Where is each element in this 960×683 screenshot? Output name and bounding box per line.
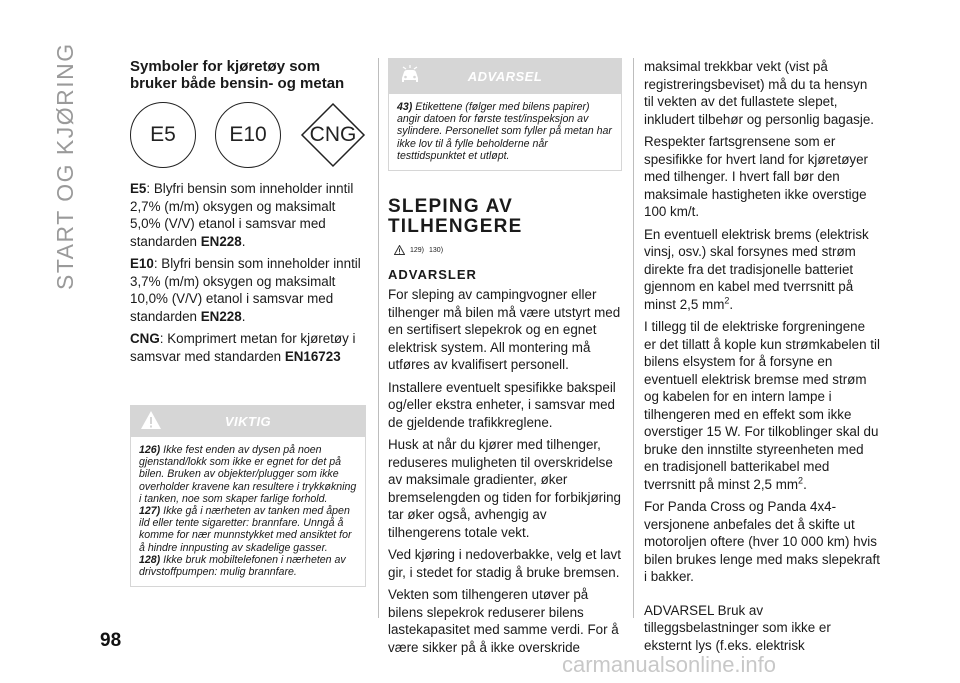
body-paragraph: I tillegg til de elektriske forgreningene er det tillatt å kople kun strømkabelen til bilens elsystem for å forsyne en eventuell elektrisk bremse med strøm og kabelen for en intern lampe i tilhengeren med en effekt som ikke overstiger 15 W. For tilkoblinger skal du bruke den innstilte styreenheten med en tradisjonell batterikabel med tverrsnitt på minst 2,5 $mm^2$. [644, 319, 880, 492]
column-2 [388, 58, 622, 661]
notice-header [388, 58, 622, 94]
body-paragraph: Installere eventuelt spesifikke bakspeil og/eller ekstra enheter, i samsvar med de gjeldende trafikkreglene. [388, 379, 616, 430]
page-number: 98 [100, 630, 122, 651]
body-paragraph: Vekten som tilhengeren utøver på bilens slepekrok reduserer bilens lastekapasitet med samme verdi. For å være sikker på å ikke overskride [388, 587, 619, 655]
warning-references [394, 245, 622, 255]
important-notice [130, 405, 366, 587]
warning-notice [388, 58, 622, 171]
watermark: carmanualsonline.info [562, 652, 777, 677]
section-title: Symboler for kjøretøy som bruker både bensin- og metan [130, 58, 345, 92]
warning-triangle-icon [140, 410, 162, 430]
warning-triangle-icon [394, 245, 405, 255]
notice-item: 43) Etikettene (følger med bilens papirer) angir datoen for første test/inspeksjon av sylindere. Personellet som fyller på metan har ikke lov til å fylle beholderne når testtidspunktet et utløpt. [397, 101, 612, 162]
column-divider [633, 58, 634, 618]
fuel-badge-e10 [215, 102, 281, 168]
body-paragraph: Ved kjøring i nedoverbakke, velg et lavt gir, i stedet for stadig å bruke bremsen. [388, 547, 621, 580]
notice-body [388, 94, 622, 171]
badge-label: E5 [150, 123, 176, 146]
notice-label: ADVARSEL [467, 68, 543, 84]
badge-label: CNG [309, 123, 357, 146]
body-paragraph: En eventuell elektrisk brems (elektrisk vinsj, osv.) skal forsynes med strøm direkte fra det tradisjonelle batteriet gjennom en kabel med tverrsnitt på minst 2,5 $mm^2$. [644, 226, 869, 312]
body-paragraph: Respekter fartsgrensene som er spesifikke for hvert land for kjøretøyer med tilhenger. I hvert fall bør den maksimale hastigheten ikke overstige 100 km/t. [644, 134, 868, 219]
body-paragraph: For sleping av campingvogner eller tilhenger må bilen må være utstyrt med en sertifisert slepekrok og en egnet elektrisk system. All montering må utføres av kvalifisert personell. [388, 287, 621, 373]
chapter-side-tab: START OG KJØRING [52, 42, 78, 290]
column-divider [378, 58, 379, 618]
reference-number: 130) [429, 246, 444, 254]
fuel-badge-cng [300, 102, 366, 168]
reference-number: 129) [410, 246, 425, 254]
badge-label: E10 [229, 123, 267, 146]
notice-body [130, 437, 366, 587]
fuel-paragraph: E10: Blyfri bensin som inneholder inntil 3,7% (m/m) oksygen og maksimalt 10,0% (V/V) etanol i samsvar med standarden EN228. [130, 256, 361, 324]
fuel-badge-e5 [130, 102, 196, 168]
fuel-paragraph: CNG: Komprimert metan for kjøretøy i samsvar med standarden EN16723 [130, 331, 356, 364]
car-warning-icon [398, 63, 422, 87]
notice-item: 128) Ikke bruk mobiltelefonen i nærheten av drivstoffpumpen: mulig brannfare. [139, 553, 346, 579]
notice-item: 126) Ikke fest enden av dysen på noen gjenstand/lokk som ikke er egnet for det på bilen. Bruken av objekter/plugger som ikke overholder kravene kan resultere i trykkøkning i tanken, noe som skaper farlige forhold. [139, 444, 357, 505]
notice-label: VIKTIG [224, 413, 272, 429]
notice-header [130, 405, 366, 437]
column-3 [644, 58, 880, 659]
body-paragraph: ADVARSEL Bruk av tilleggsbelastninger som ikke er eksternt lys (f.eks. elektrisk [644, 602, 831, 653]
fuel-symbol-badges [130, 102, 366, 168]
body-paragraph: maksimal trekkbar vekt (vist på registreringsbeviset) må du ta hensyn til vekten av det fullastete slepet, inkludert tilbehør og personlig bagasje. [644, 59, 875, 127]
body-paragraph: Husk at når du kjører med tilhenger, reduseres muligheten til overskridelse av maksimale gradienter, øker bremselengden og tiden for forbikjøring tar øker også, avhengig av tilhengerens totale vekt. [388, 437, 621, 540]
sub-heading: ADVARSLER [388, 267, 477, 283]
body-paragraph: For Panda Cross og Panda 4x4-versjonene anbefales det å skifte ut motoroljen oftere (hver 10 000 km) hvis bilen brukes lenge med maks slepekraft i bakker. [644, 499, 880, 584]
section-heading: SLEPING AV TILHENGERE [388, 196, 523, 238]
column-1 [130, 58, 366, 587]
notice-item: 127) Ikke gå i nærheten av tanken med åpen ild eller tente sigaretter: brannfare. Unngå å komme for nær munnstykket med ansiktet for å hindre innpusting av skadelige gasser. [139, 505, 352, 554]
fuel-paragraph: E5: Blyfri bensin som inneholder inntil 2,7% (m/m) oksygen og maksimalt 5,0% (V/V) etanol i samsvar med standarden EN228. [130, 181, 354, 249]
